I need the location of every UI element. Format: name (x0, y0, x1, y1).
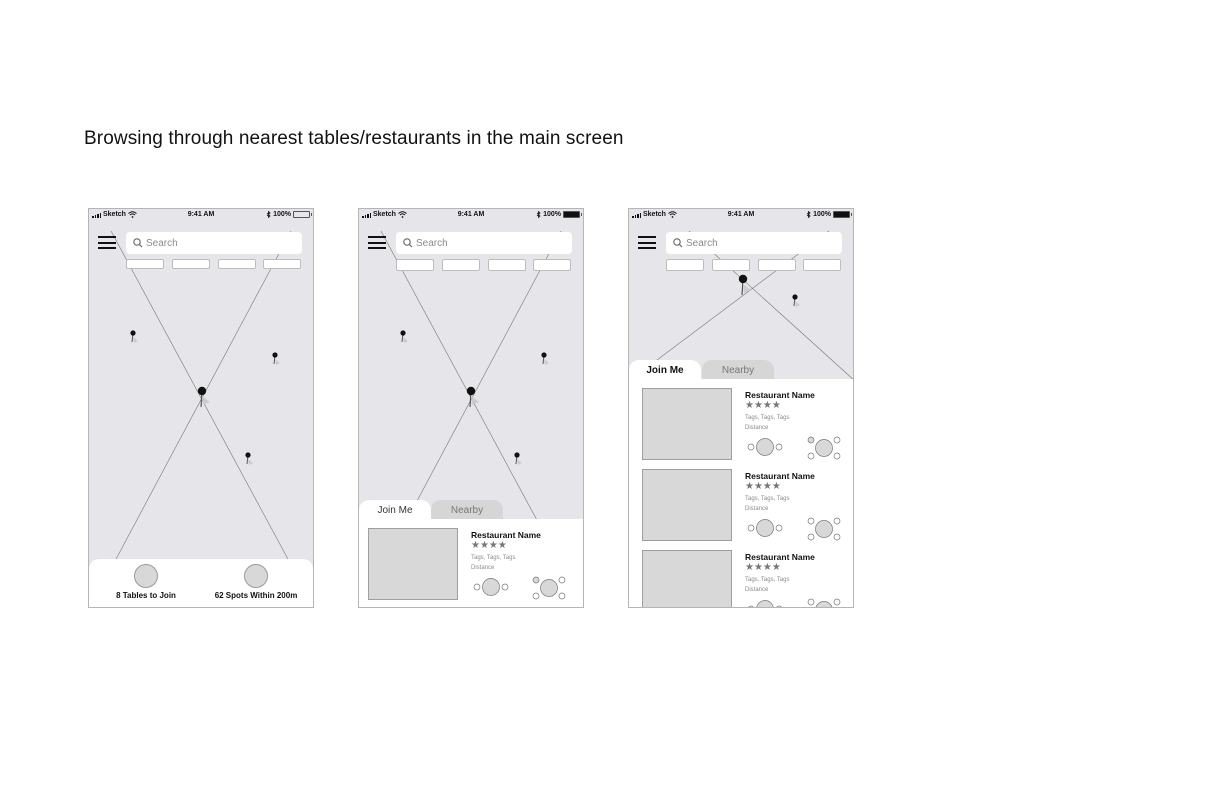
filter-chip[interactable] (126, 259, 164, 269)
bluetooth-icon (266, 211, 271, 218)
restaurant-name: Restaurant Name (745, 471, 815, 481)
phone-screen-map-with-card (358, 208, 584, 608)
map-pin-icon[interactable] (128, 329, 144, 347)
status-time: 9:41 AM (457, 211, 485, 218)
filter-chip[interactable] (442, 259, 480, 271)
tables-icon (134, 564, 158, 588)
status-time: 9:41 AM (727, 211, 755, 218)
carrier-label: Sketch (373, 211, 396, 218)
tab-nearby[interactable]: Nearby (702, 360, 774, 380)
restaurant-name: Restaurant Name (471, 530, 541, 540)
table-seats-icon[interactable] (806, 598, 842, 608)
battery-percent: 100% (273, 211, 291, 218)
search-input[interactable] (396, 232, 572, 254)
restaurant-distance: Distance (745, 506, 769, 512)
table-seats-icon[interactable] (806, 517, 842, 541)
table-seats-icon[interactable] (747, 598, 783, 608)
search-icon (672, 237, 684, 249)
battery-icon (833, 211, 850, 218)
restaurant-thumbnail (642, 388, 732, 460)
carrier-label: Sketch (643, 211, 666, 218)
page-title: Browsing through nearest tables/restaurants in the main screen (84, 128, 624, 149)
search-placeholder: Search (146, 237, 178, 249)
search-input[interactable] (666, 232, 842, 254)
spots-nearby-label: 62 Spots Within 200m (214, 591, 298, 600)
battery-icon (293, 211, 310, 218)
rating-stars: ★★★★ (471, 540, 507, 551)
hamburger-menu-icon[interactable] (638, 236, 656, 249)
restaurant-thumbnail (368, 528, 458, 600)
restaurant-distance: Distance (745, 587, 769, 593)
tab-join-me[interactable]: Join Me (359, 500, 431, 520)
tables-to-join-stat[interactable] (91, 564, 201, 600)
rating-stars: ★★★★ (745, 400, 781, 411)
status-bar (359, 209, 583, 221)
restaurant-card[interactable] (629, 469, 853, 547)
hamburger-menu-icon[interactable] (98, 236, 116, 249)
bluetooth-icon (806, 211, 811, 218)
filter-chip[interactable] (488, 259, 526, 271)
filter-chip[interactable] (666, 259, 704, 271)
restaurant-tags: Tags, Tags, Tags (745, 496, 790, 502)
map-pin-icon[interactable] (790, 293, 806, 311)
table-seats-icon[interactable] (747, 517, 783, 539)
restaurant-list-sheet (359, 519, 583, 608)
restaurant-card[interactable] (629, 388, 853, 466)
restaurant-tags: Tags, Tags, Tags (745, 415, 790, 421)
restaurant-distance: Distance (471, 565, 495, 571)
status-bar (629, 209, 853, 221)
status-bar (89, 209, 313, 221)
search-placeholder: Search (686, 237, 718, 249)
battery-percent: 100% (543, 211, 561, 218)
spots-icon (244, 564, 268, 588)
filter-chip[interactable] (758, 259, 796, 271)
filter-chip[interactable] (803, 259, 841, 271)
restaurant-name: Restaurant Name (745, 390, 815, 400)
search-icon (132, 237, 144, 249)
map-pin-icon[interactable] (398, 329, 414, 347)
restaurant-list-sheet (629, 379, 853, 608)
tab-join-me[interactable]: Join Me (629, 360, 701, 380)
rating-stars: ★★★★ (745, 562, 781, 573)
map-pin-icon[interactable] (539, 351, 555, 369)
table-seats-icon[interactable] (473, 576, 509, 598)
phone-screen-restaurant-list (628, 208, 854, 608)
table-seats-icon[interactable] (806, 436, 842, 460)
filter-chip[interactable] (712, 259, 750, 271)
restaurant-tags: Tags, Tags, Tags (745, 577, 790, 583)
restaurant-distance: Distance (745, 425, 769, 431)
restaurant-card[interactable] (359, 528, 583, 606)
filter-chip[interactable] (172, 259, 210, 269)
filter-chip[interactable] (218, 259, 256, 269)
battery-percent: 100% (813, 211, 831, 218)
search-placeholder: Search (416, 237, 448, 249)
restaurant-thumbnail (642, 550, 732, 608)
current-location-pin-icon[interactable] (736, 273, 758, 299)
hamburger-menu-icon[interactable] (368, 236, 386, 249)
map-pin-icon[interactable] (512, 451, 528, 469)
tables-to-join-label: 8 Tables to Join (116, 591, 176, 600)
restaurant-name: Restaurant Name (745, 552, 815, 562)
search-icon (402, 237, 414, 249)
filter-chip[interactable] (263, 259, 301, 269)
status-time: 9:41 AM (187, 211, 215, 218)
table-seats-icon[interactable] (531, 576, 567, 600)
bottom-summary-bar (89, 559, 313, 607)
search-input[interactable] (126, 232, 302, 254)
restaurant-tags: Tags, Tags, Tags (471, 555, 516, 561)
filter-chip[interactable] (396, 259, 434, 271)
bluetooth-icon (536, 211, 541, 218)
map-pin-icon[interactable] (270, 351, 286, 369)
phone-screen-map-overview (88, 208, 314, 608)
table-seats-icon[interactable] (747, 436, 783, 458)
restaurant-thumbnail (642, 469, 732, 541)
restaurant-card[interactable] (629, 550, 853, 608)
current-location-pin-icon[interactable] (195, 385, 217, 411)
map-pin-icon[interactable] (243, 451, 259, 469)
spots-nearby-stat[interactable] (201, 564, 311, 600)
current-location-pin-icon[interactable] (464, 385, 486, 411)
carrier-label: Sketch (103, 211, 126, 218)
tab-nearby[interactable]: Nearby (431, 500, 503, 520)
filter-chip[interactable] (533, 259, 571, 271)
battery-icon (563, 211, 580, 218)
rating-stars: ★★★★ (745, 481, 781, 492)
